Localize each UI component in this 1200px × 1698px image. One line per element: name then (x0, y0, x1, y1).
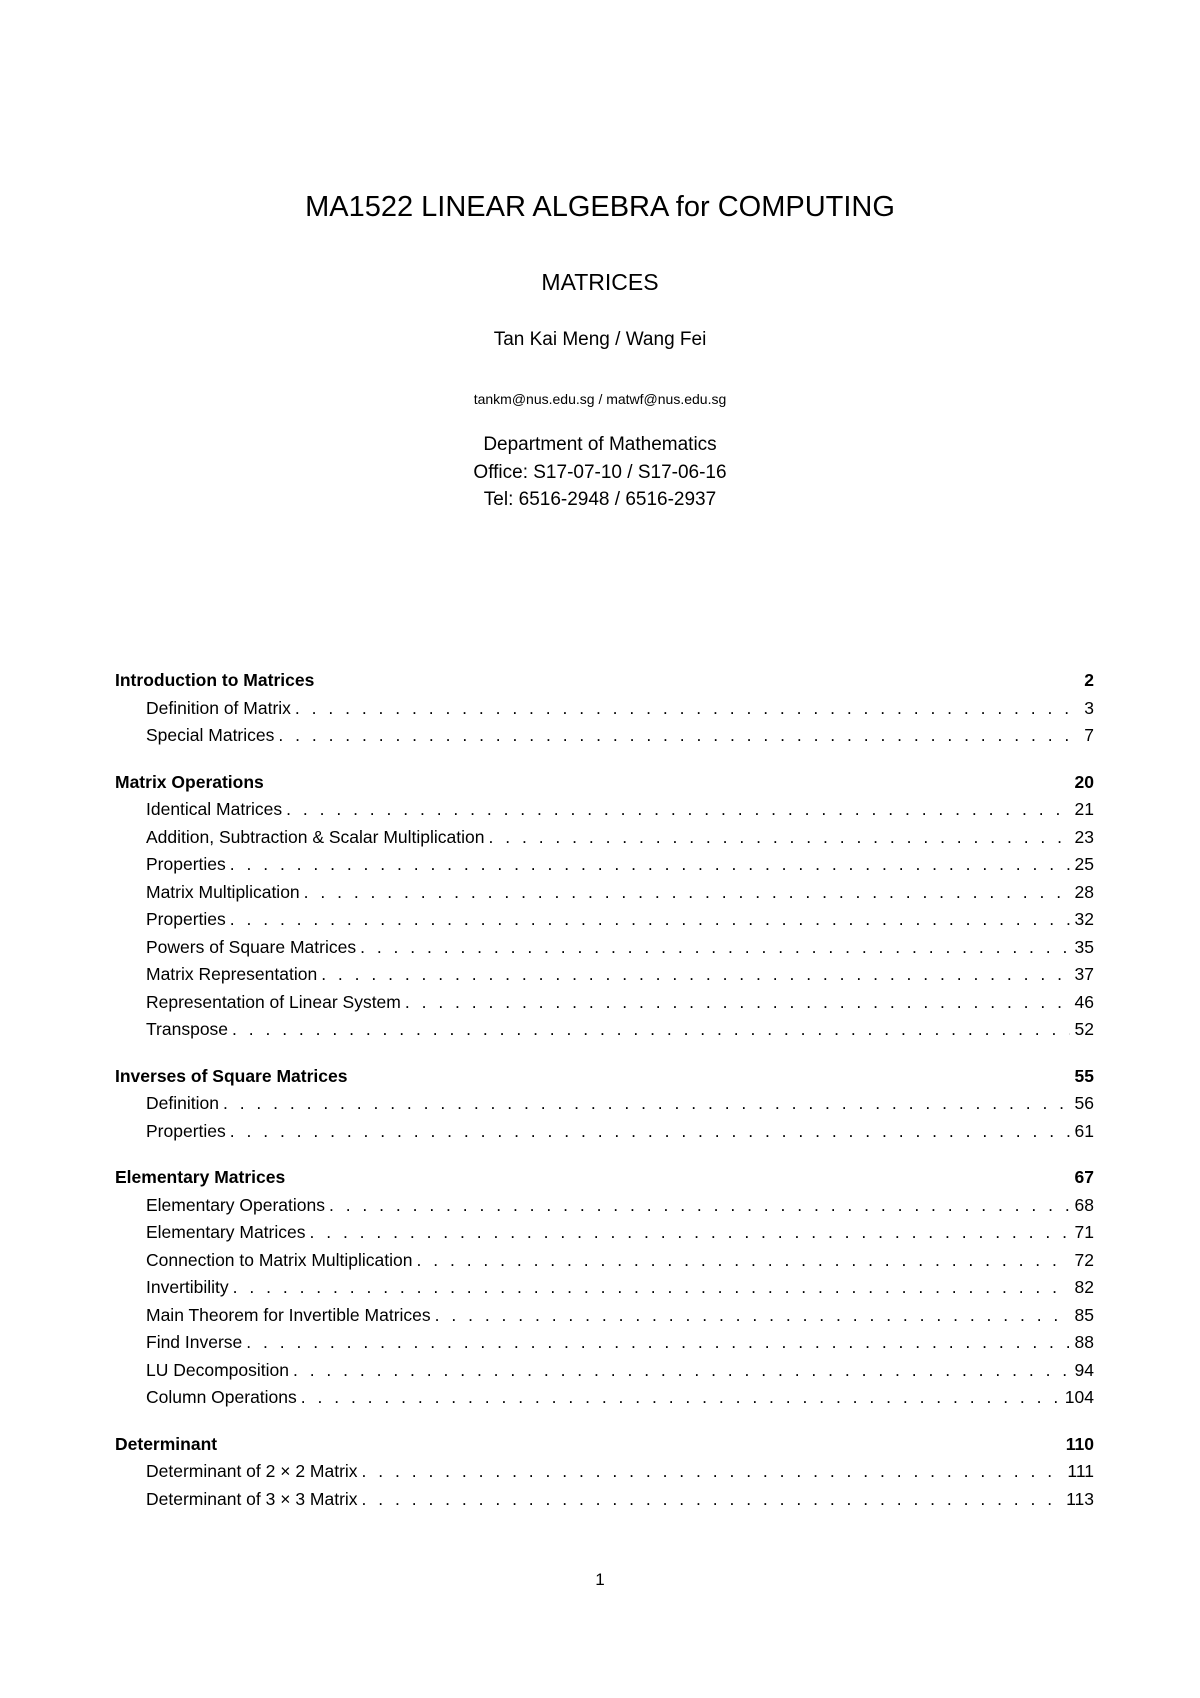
telephone-info: Tel: 6516-2948 / 6516-2937 (483, 489, 717, 510)
toc-entry-page: 46 (1074, 991, 1094, 1012)
toc-entry[interactable] (115, 1247, 1094, 1275)
toc-entry-label: Determinant of 3 × 3 Matrix (146, 1488, 358, 1509)
dot-leader (360, 934, 1070, 962)
toc-section-title: Introduction to Matrices (115, 670, 315, 690)
dot-leader (435, 1302, 1070, 1330)
toc-section-heading[interactable] (115, 1164, 1094, 1192)
toc-section-page: 67 (1074, 1167, 1094, 1187)
toc-entry-label: Representation of Linear System (146, 991, 401, 1012)
toc-entry[interactable] (115, 1302, 1094, 1330)
toc-entry-page: 37 (1074, 964, 1094, 984)
dot-leader (362, 1458, 1064, 1486)
dot-leader (362, 1486, 1063, 1514)
dot-leader (310, 1219, 1071, 1247)
toc-entry[interactable] (115, 796, 1094, 824)
toc-section-heading[interactable] (115, 1063, 1094, 1091)
toc-entry-label: Identical Matrices (146, 799, 283, 819)
page-number: 1 (595, 1570, 605, 1589)
dot-leader (304, 879, 1070, 907)
toc-entry-page: 71 (1074, 1222, 1094, 1242)
toc-entry-page: 85 (1074, 1304, 1094, 1325)
toc-entry-page: 104 (1064, 1387, 1094, 1407)
toc-entry[interactable] (115, 989, 1094, 1017)
toc-entry-label: Properties (146, 854, 226, 874)
toc-entry-page: 82 (1074, 1277, 1094, 1297)
toc-entry-label: Powers of Square Matrices (146, 936, 357, 957)
toc-section-title: Matrix Operations (115, 771, 264, 792)
toc-entry-label: LU Decomposition (146, 1359, 289, 1380)
toc-entry-label: Find Inverse (146, 1332, 243, 1352)
toc-entry-label: Connection to Matrix Multiplication (146, 1249, 413, 1270)
toc-entry-page: 3 (1084, 697, 1094, 718)
dot-leader (286, 796, 1070, 824)
toc-entry[interactable] (115, 906, 1094, 934)
toc-entry[interactable] (115, 1458, 1094, 1486)
dot-leader (230, 906, 1070, 934)
toc-entry-page: 7 (1084, 725, 1094, 745)
dot-leader (489, 824, 1070, 852)
toc-entry-label: Transpose (146, 1019, 229, 1039)
toc-entry-page: 56 (1074, 1093, 1094, 1113)
toc-entry[interactable] (115, 879, 1094, 907)
toc-section (115, 1431, 1094, 1514)
section-gap (115, 750, 1094, 769)
toc-entry[interactable] (115, 1486, 1094, 1514)
toc-entry-page: 35 (1074, 936, 1094, 957)
toc-section-page: 2 (1084, 670, 1094, 690)
dot-leader (321, 961, 1070, 989)
toc-section-title: Determinant (115, 1433, 218, 1454)
toc-entry-label: Matrix Representation (146, 964, 318, 984)
toc-entry[interactable] (115, 1357, 1094, 1385)
toc-entry[interactable] (115, 961, 1094, 989)
toc-entry-page: 23 (1074, 826, 1094, 847)
toc-entry[interactable] (115, 1118, 1094, 1146)
toc-entry-label: Definition (146, 1093, 219, 1113)
authors: Tan Kai Meng / Wang Fei (493, 329, 707, 350)
dot-leader (329, 1192, 1070, 1220)
section-gap (115, 1145, 1094, 1164)
toc-entry-label: Elementary Operations (146, 1194, 325, 1215)
office-info: Office: S17-07-10 / S17-06-16 (473, 461, 727, 483)
toc-entry-page: 32 (1074, 909, 1094, 929)
toc-entry[interactable] (115, 934, 1094, 962)
toc-section (115, 1164, 1094, 1412)
toc-entry-page: 88 (1074, 1332, 1094, 1352)
section-gap (115, 1412, 1094, 1431)
toc-section-page: 110 (1065, 1433, 1094, 1454)
dot-leader (417, 1247, 1070, 1275)
toc-entry-label: Invertibility (146, 1277, 229, 1297)
dot-leader (223, 1090, 1070, 1118)
document-title: MA1522 LINEAR ALGEBRA for COMPUTING (305, 191, 895, 223)
toc-entry-label: Properties (146, 1120, 226, 1141)
toc-section-page: 20 (1074, 771, 1094, 792)
toc-entry[interactable] (115, 1090, 1094, 1118)
dot-leader (230, 1118, 1070, 1146)
toc-entry[interactable] (115, 851, 1094, 879)
toc-entry-label: Matrix Multiplication (146, 881, 300, 902)
toc-entry-label: Special Matrices (146, 725, 275, 745)
toc-entry[interactable] (115, 695, 1094, 723)
toc-entry-page: 94 (1074, 1359, 1094, 1380)
toc-entry-page: 61 (1074, 1120, 1094, 1141)
toc-section-heading[interactable] (115, 667, 1094, 695)
toc-entry-page: 21 (1074, 799, 1094, 819)
toc-entry[interactable] (115, 1384, 1094, 1412)
toc-section-heading[interactable] (115, 1431, 1094, 1459)
document-subtitle: MATRICES (541, 269, 659, 295)
dot-leader (246, 1329, 1070, 1357)
dot-leader (233, 1274, 1070, 1302)
toc-section (115, 769, 1094, 1044)
department-info (0, 431, 1200, 514)
dot-leader (230, 851, 1070, 879)
dot-leader (301, 1384, 1061, 1412)
dot-leader (405, 989, 1070, 1017)
toc-entry-page: 72 (1074, 1249, 1094, 1270)
toc-entry[interactable] (115, 824, 1094, 852)
toc-section-page: 55 (1074, 1065, 1094, 1086)
toc-entry-label: Column Operations (146, 1387, 297, 1407)
toc-entry-page: 52 (1074, 1019, 1094, 1039)
toc-entry[interactable] (115, 1274, 1094, 1302)
toc-entry-page: 28 (1074, 881, 1094, 902)
table-of-contents (115, 667, 1094, 1513)
toc-entry[interactable] (115, 1329, 1094, 1357)
toc-entry-label: Properties (146, 909, 226, 929)
toc-section (115, 1063, 1094, 1146)
toc-entry-label: Addition, Subtraction & Scalar Multiplication (146, 826, 485, 847)
toc-section (115, 667, 1094, 750)
toc-entry[interactable] (115, 1219, 1094, 1247)
toc-entry-page: 68 (1074, 1194, 1094, 1215)
toc-section-heading[interactable] (115, 769, 1094, 797)
department-name: Department of Mathematics (483, 434, 717, 455)
toc-entry-page: 113 (1066, 1488, 1094, 1509)
dot-leader (232, 1016, 1070, 1044)
dot-leader (293, 1357, 1070, 1385)
section-gap (115, 1044, 1094, 1063)
toc-entry-label: Determinant of 2 × 2 Matrix (146, 1461, 358, 1481)
toc-entry-label: Definition of Matrix (146, 697, 291, 718)
dot-leader (278, 722, 1070, 750)
toc-section-title: Elementary Matrices (115, 1167, 286, 1187)
toc-section-title: Inverses of Square Matrices (115, 1065, 348, 1086)
dot-leader (295, 695, 1070, 723)
toc-entry-page: 25 (1074, 854, 1094, 874)
toc-entry-label: Main Theorem for Invertible Matrices (146, 1304, 431, 1325)
toc-entry-page: 111 (1067, 1461, 1094, 1481)
toc-entry[interactable] (115, 1192, 1094, 1220)
toc-entry[interactable] (115, 1016, 1094, 1044)
toc-entry-label: Elementary Matrices (146, 1222, 306, 1242)
toc-entry[interactable] (115, 722, 1094, 750)
author-emails: tankm@nus.edu.sg / matwf@nus.edu.sg (473, 391, 727, 407)
